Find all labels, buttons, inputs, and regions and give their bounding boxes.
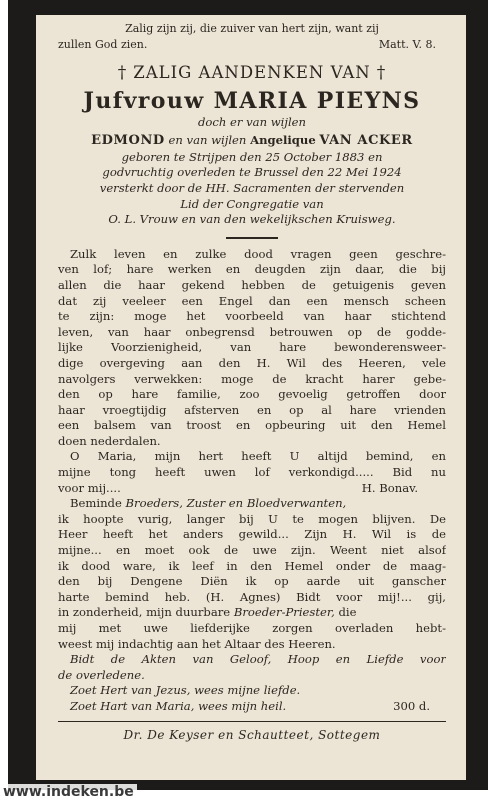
text-line: dige overgeving aan den H. Wil des Heeren, vele — [58, 355, 446, 370]
prayer-line: Bidt de Akten van Geloof, Hoop en Liefde voor — [70, 652, 446, 667]
text-line: leven, van haar onbegrensd betrouwen op de godde- — [58, 324, 446, 339]
text-line: lijke Voorzienigheid, van hare bewonderensweer- — [58, 340, 446, 355]
text-line: dat zij veeleer een Engel dan een mensch scheen — [58, 293, 446, 308]
text-line: O Maria, mijn hert heeft U altijd bemind, en — [70, 449, 446, 464]
name-prefix: Jufvrouw — [83, 88, 205, 115]
footer-rule — [58, 721, 446, 722]
deceased-name — [58, 87, 446, 115]
and-of: en van wijlen — [168, 132, 247, 147]
printer-credit: Dr. De Keyser en Schautteet, Sottegem — [123, 727, 381, 742]
cross-right-icon: † — [376, 63, 387, 84]
text-line: Heer heeft het anders gewild... Zijn H. Wil is de — [58, 527, 446, 542]
text-line: te zijn: moge het voorbeeld van haar stichtend — [58, 309, 446, 324]
prayer-line: de overledene. — [58, 667, 145, 682]
name-main: MARIA PIEYNS — [213, 88, 421, 115]
memorial-card — [36, 15, 466, 780]
detail-death: godvruchtig overleden te Brussel den 22 Mei 1924 — [102, 165, 402, 180]
title-text: ZALIG AANDENKEN VAN — [133, 63, 371, 83]
watermark: www.indeken.be — [0, 784, 137, 800]
text-line: mijne... en moet ook de uwe zijn. Weent niet alsof — [58, 543, 446, 558]
detail-birth: geboren te Strijpen den 25 October 1883 en — [121, 149, 383, 164]
para2-end: voor mij.... — [58, 480, 121, 495]
para3-start: Beminde — [70, 496, 122, 511]
text-line: ik dood ware, ik leef in den Hemel onder de maag- — [58, 558, 446, 573]
paragraph-3 — [58, 496, 446, 652]
quote-line-1: Zalig zijn zij, die zuiver van hert zijn, want zij — [125, 22, 379, 35]
text-line: mij met uwe liefderijke zorgen overladen hebt- — [58, 621, 446, 635]
prayer-line — [58, 699, 446, 715]
text-line — [58, 481, 446, 497]
mother-last-name: VAN ACKER — [319, 132, 413, 148]
cross-left-icon: † — [117, 63, 128, 84]
text-line: Zulk leven en zulke dood vragen geen geschre- — [70, 246, 446, 261]
card-content — [58, 21, 446, 742]
parents — [58, 131, 446, 150]
text-line: navolgers verwekken: moge de kracht harer gebe- — [58, 371, 446, 386]
text-line: ven lof; hare werken en deugden zijn daar, die bij — [58, 262, 446, 277]
paragraph-1 — [58, 247, 446, 450]
text-line: den bij Dengene Diën ik op aarde uit ganscher — [58, 574, 446, 589]
quote-line-2 — [58, 37, 446, 53]
text-line: allen die haar gekend hebben de getuigenis geven — [58, 277, 446, 292]
quote-text: zullen God zien. — [58, 37, 148, 51]
para2-reference: H. Bonav. — [361, 480, 418, 495]
detail-kruisweg: O. L. Vrouw en van den wekelijkschen Kruisweg. — [108, 212, 396, 227]
text-line — [58, 605, 446, 621]
prayers — [58, 652, 446, 714]
text-line: doen nederdalen. — [58, 433, 161, 448]
separator — [226, 237, 278, 239]
prayer-line: Zoet Hert van Jezus, wees mijne liefde. — [70, 683, 301, 698]
text-line: een balsem van troost en opbeuring uit den Hemel — [58, 418, 446, 433]
para3-relatives: Broeders, Zuster en Bloedverwanten, — [125, 496, 347, 511]
prayer-text: Zoet Hart van Maria, wees mijn heil. — [70, 698, 287, 713]
text-line: ik hoopte vurig, langer bij U te mogen blijven. De — [58, 511, 446, 526]
paragraph-2 — [58, 449, 446, 496]
indulgence: 300 d. — [393, 698, 430, 713]
priest-a: in zonderheid, mijn duurbare — [58, 605, 231, 620]
text-line: mijne tong heeft uwen lof verkondigd..... Bid nu — [58, 465, 446, 480]
daughter-of: doch er van wijlen — [197, 115, 306, 130]
text-line — [58, 496, 446, 512]
detail-sacraments: versterkt door de HH. Sacramenten der stervenden — [99, 180, 405, 195]
text-line: haar vroegtijdig afsterven en op al hare vrienden — [58, 402, 446, 417]
detail-congregation: Lid der Congregatie van — [180, 196, 324, 211]
father-name: EDMOND — [91, 132, 165, 148]
quote-reference: Matt. V. 8. — [378, 37, 436, 51]
text-line: harte bemind heb. (H. Agnes) Bidt voor mij!... gij, — [58, 589, 446, 604]
text-line: weest mij indachtig aan het Altaar des Heeren. — [58, 636, 336, 651]
card-title — [58, 61, 446, 85]
priest-c: die — [338, 605, 357, 620]
mother-first-name: Angelique — [250, 132, 316, 147]
priest-b: Broeder-Priester, — [233, 605, 335, 620]
text-line: den op hare familie, zoo gevoelig getroffen door — [58, 387, 446, 402]
